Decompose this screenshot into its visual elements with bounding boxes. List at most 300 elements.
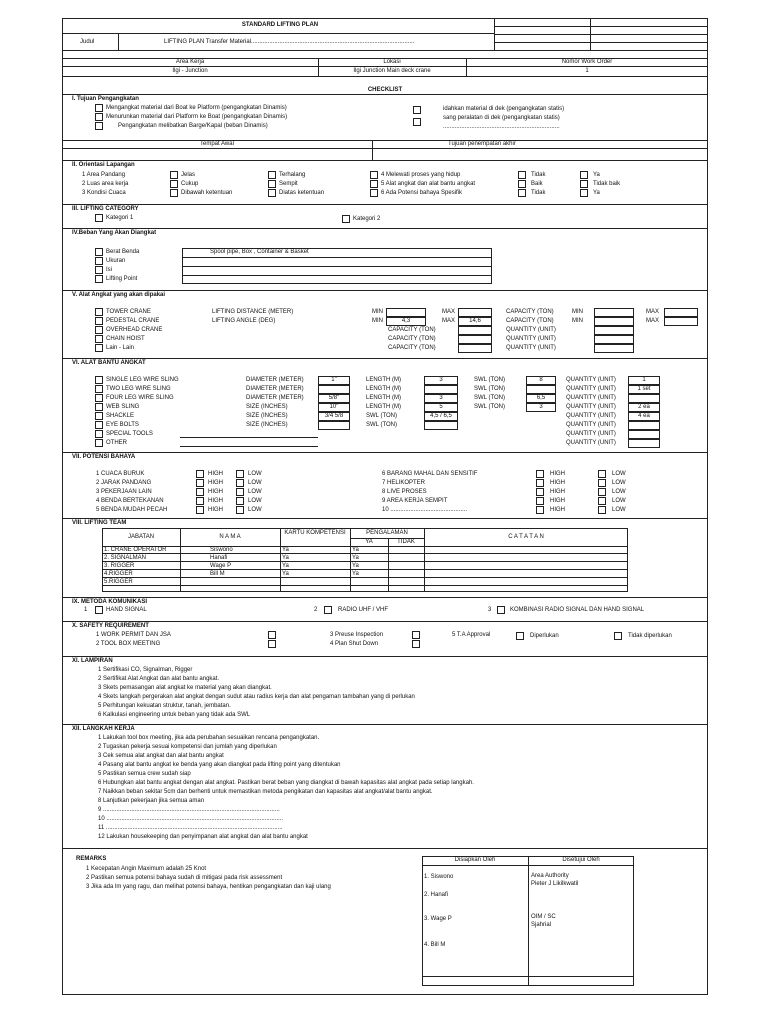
langkah-item-3: 3 Cek semua alat angkat dan alat bantu angkat [98,753,224,759]
area-authority-name: Pieter J Likilkwatil [531,881,579,887]
capacity-label-4: CAPACITY (TON) [388,336,436,342]
alat-angkat-checkbox-2[interactable] [95,317,103,325]
qty-label-6: QUANTITY (UNIT) [566,422,616,428]
safety-mid-1: 3 Preuse Inspection [330,632,384,638]
komunikasi-num-2: 2 [314,607,318,613]
tujuan-item-3: Pengangkatan melibatkan Barge/Kapal (beban Dinamis) [118,123,268,129]
capacity-label-3: CAPACITY (TON) [388,327,436,333]
orientasi-c4-2: 5 Alat angkat dan alat bantu angkat [381,181,476,187]
qty-label-5: QUANTITY (UNIT) [566,413,616,419]
lifting-distance-max[interactable] [458,308,492,317]
param-value-3[interactable]: 5/8" [318,394,350,403]
langkah-item-10: 10 .......................................................................................................... [98,816,284,822]
max-label-1: MAX [442,309,456,315]
param-value-1[interactable]: 1" [318,376,350,385]
capacity-label-1: CAPACITY (TON) [506,309,554,315]
lampiran-item-6: 6 Kalkulasi engineering untuk beban yang tidak ada SWL [98,712,251,718]
bahaya-left-high-1: HIGH [208,471,223,477]
alat-angkat-item-2: PEDESTAL CRANE [106,318,160,324]
qty-value-5[interactable]: 4 ea [628,412,660,421]
orientasi-c2-cb-3[interactable] [170,189,178,197]
bahaya-right-2: 7 HELIKOPTER [382,480,426,486]
orientasi-c5-2: Baik [531,181,543,187]
quantity-label-3: QUANTITY (UNIT) [506,327,556,333]
bahaya-left-high-cb-4[interactable] [196,497,204,505]
bahaya-right-3: 8 LIVE PROSES [382,489,427,495]
bahaya-left-2: 2 JARAK PANDANG [96,480,152,486]
min-label-3: MIN [572,309,583,315]
section-alat-bantu-title: VI. ALAT BANTU ANGKAT [72,360,146,366]
tujuan-akhir-label: Tujuan penempatan akhir [448,141,516,147]
bahaya-left-5: 5 BENDA MUDAH PECAH [96,507,168,513]
orientasi-c5-cb-3[interactable] [518,189,526,197]
bahaya-left-high-cb-1[interactable] [196,470,204,478]
capacity-label-2: CAPACITY (TON) [506,318,554,324]
prepared-name-2: 2. Hanafi [424,892,449,898]
bahaya-right-low-cb-2[interactable] [598,479,606,487]
beban-item-1: Berat Benda [106,249,140,255]
bahaya-right-4: 9 AREA KERJA SEMPIT [382,498,448,504]
komunikasi-checkbox-2[interactable] [324,606,332,614]
max-label-2: MAX [442,318,456,324]
bahaya-right-low-1: LOW [612,471,626,477]
capacity-label-5: CAPACITY (TON) [388,345,436,351]
param-value-6[interactable] [318,421,350,430]
team-header-ya: YA [365,539,373,545]
bahaya-right-low-cb-5[interactable] [598,506,606,514]
param-value-2[interactable] [318,385,350,394]
bahaya-left-high-cb-2[interactable] [196,479,204,487]
bahaya-left-4: 4 BENDA BERTEKANAN [96,498,164,504]
remarks-title: REMARKS [76,856,107,862]
capacity-max-1[interactable] [664,308,698,317]
team-row-4-jabatan: 4.RIGGER [104,571,133,577]
quantity-field-3[interactable] [594,326,634,335]
orientasi-c3-cb-1[interactable] [268,171,276,179]
orientasi-c6-cb-1[interactable] [580,171,588,179]
langkah-item-6: 6 Hubungkan alat bantu angkat dengan alat angkat. Pastikan berat beban yang diangkat di bawah kapasitas alat angkat pada setiap langkah. [98,780,474,786]
alat-bantu-item-8: OTHER [106,440,127,446]
qty-value-1[interactable]: 1 [628,376,660,385]
lokasi-value: Ilgi Junction Main deck crane [353,68,431,74]
langkah-item-1: 1 Lakukan tool box meeting, jika ada perubahan sesuaikan rencana pengangkatan. [98,735,320,741]
nomor-work-order-value: 1 [585,68,589,74]
team-header-catatan: C A T A T A N [508,534,544,540]
langkah-item-12: 12 Lakukan housekeeping dan penyimpanan alat angkat dan alat bantu angkat [98,834,308,840]
kategori-2-label: Kategori 2 [353,216,381,222]
bahaya-left-1: 1 CUACA BURUK [96,471,145,477]
lifting-angle-label: LIFTING ANGLE (DEG) [212,318,276,324]
beban-checkbox-1[interactable] [95,248,103,256]
orientasi-c2-cb-2[interactable] [170,180,178,188]
length-label-1: LENGTH (M) [366,377,401,383]
bahaya-right-high-4: HIGH [550,498,565,504]
orientasi-c6-cb-3[interactable] [580,189,588,197]
bahaya-right-high-cb-4[interactable] [536,497,544,505]
team-row-3-kartu: Ya [282,563,289,569]
bahaya-left-high-2: HIGH [208,480,223,486]
bahaya-left-high-cb-3[interactable] [196,488,204,496]
bahaya-right-high-cb-2[interactable] [536,479,544,487]
length-value-6[interactable] [424,421,458,430]
alat-angkat-checkbox-1[interactable] [95,308,103,316]
param-value-5[interactable]: 3/4 5/8 [318,412,350,421]
tujuan-right-item-3: ...................................................................... [443,124,560,130]
min-label-2: MIN [372,318,383,324]
remarks-item-1: 1 Kecepatan Angin Maximum adalah 25 Knot [86,866,207,872]
param-label-6: SIZE (INCHES) [246,422,288,428]
qty-value-8[interactable] [628,439,660,448]
orientasi-c4-1: 4 Melewati proses yang hidup [381,172,461,178]
length-label-2: LENGTH (M) [366,386,401,392]
orientasi-c6-3: Ya [593,190,600,196]
bahaya-left-low-3: LOW [248,489,262,495]
section-alat-angkat-title: V. Alat Angkat yang akan dipakai [72,292,166,298]
bahaya-right-high-cb-1[interactable] [536,470,544,478]
team-row-3-ya: Ya [352,563,359,569]
prepared-by-label: Disiapkan Oleh [454,857,496,863]
bahaya-left-low-cb-3[interactable] [236,488,244,496]
length-label-3: LENGTH (M) [366,395,401,401]
orientasi-c6-cb-2[interactable] [580,180,588,188]
alat-bantu-item-1: SINGLE LEG WIRE SLING [106,377,179,383]
lifting-distance-label: LIFTING DISTANCE (METER) [212,309,294,315]
alat-bantu-checkbox-8[interactable] [95,439,103,447]
team-row-2-ya: Ya [352,555,359,561]
lifting-distance-min[interactable] [386,308,426,317]
section-beban-title: IV.Beban Yang Akan Diangkat [72,230,157,236]
capacity-max-2[interactable] [664,317,698,326]
alat-angkat-item-1: TOWER CRANE [106,309,151,315]
beban-checkbox-3[interactable] [95,266,103,274]
safety-approval-label: 5 T.A Approval [452,632,491,638]
orientasi-c5-1: Tidak [531,172,546,178]
team-row-1-nama: Siswono [210,547,233,553]
team-row-5-jabatan: 5.RIGGER [104,579,133,585]
komunikasi-option-2: RADIO UHF / VHF [338,607,389,613]
qty-label-4: QUANTITY (UNIT) [566,404,616,410]
orientasi-c3-1: Terhalang [279,172,306,178]
langkah-item-11: 11 .......................................................................................................... [98,825,283,831]
orientasi-c2-1: Jelas [181,172,196,178]
bahaya-right-5: 10 .............................................. [382,507,468,513]
orientasi-c3-3: Diatas ketentuan [279,190,325,196]
tujuan-checkbox-1[interactable] [95,104,103,112]
section-lifting-team-title: VIII. LIFTING TEAM [72,520,127,526]
orientasi-item-1: 1 Area Pandang [82,172,126,178]
alat-bantu-checkbox-1[interactable] [95,376,103,384]
swl-value-1[interactable]: 8 [526,376,556,385]
capacity-field-5[interactable] [458,344,492,353]
qty-value-7[interactable] [628,430,660,439]
quantity-field-5[interactable] [594,344,634,353]
alat-bantu-checkbox-5[interactable] [95,412,103,420]
langkah-item-5: 5 Pastikan semua crew sudah siap [98,771,191,777]
safety-checkbox-1[interactable] [268,631,276,639]
team-row-2-jabatan: 2. SIGNALMAN [104,555,147,561]
team-header-nama: N A M A [219,534,241,540]
komunikasi-num-3: 3 [488,607,492,613]
alat-bantu-item-7: SPECIAL TOOLS [106,431,153,437]
oim-label: OIM / SC [531,914,556,920]
beban-checkbox-2[interactable] [95,257,103,265]
tujuan-right-checkbox-1[interactable] [413,106,421,114]
tujuan-item-2: Menurunkan material dari Platform ke Boat (pengangkatan Dinamis) [106,114,288,120]
quantity-field-4[interactable] [594,335,634,344]
qty-label-1: QUANTITY (UNIT) [566,377,616,383]
bahaya-left-high-cb-5[interactable] [196,506,204,514]
qty-label-3: QUANTITY (UNIT) [566,395,616,401]
alat-bantu-item-6: EYE BOLTS [106,422,139,428]
judul-label: Judul [80,39,95,45]
area-kerja-label: Area Kerja [175,59,205,65]
swl-label-1: SWL (TON) [474,377,505,383]
lampiran-item-2: 2 Sertifikat Alat Angkat dan alat bantu angkat. [98,676,220,682]
beban-item-3: Isi [106,267,112,273]
team-row-3-jabatan: 3. RIGGER [104,563,135,569]
lampiran-item-1: 1 Sertifikasi CO, Signalman, Rigger [98,667,193,673]
length-value-1[interactable]: 3 [424,376,458,385]
bahaya-left-high-3: HIGH [208,489,223,495]
bahaya-right-low-cb-4[interactable] [598,497,606,505]
orientasi-c6-1: Ya [593,172,600,178]
capacity-min-1[interactable] [594,308,634,317]
orientasi-c5-cb-1[interactable] [518,171,526,179]
alat-bantu-item-3: FOUR LEG WIRE SLING [106,395,174,401]
alat-angkat-item-3: OVERHEAD CRANE [106,327,163,333]
param-label-3: DIAMETER (METER) [246,395,304,401]
length-value-3[interactable]: 3 [424,394,458,403]
kategori-2-checkbox[interactable] [342,215,350,223]
tidak-diperlukan-label: Tidak diperlukan [628,633,672,639]
lampiran-item-5: 5 Perhitungan kekuatan struktur, tanah, jembatan. [98,703,231,709]
qty-value-2[interactable]: 1 set [628,385,660,394]
beban-item-4: Lifting Point [106,276,138,282]
judul-value: LIFTING PLAN Transfer Material.................................................................................................. [164,39,415,45]
qty-label-2: QUANTITY (UNIT) [566,386,616,392]
tujuan-right-item-1: idahkan material di dek (pengangkatan statis) [443,106,565,112]
alat-bantu-checkbox-4[interactable] [95,403,103,411]
swl-value-3[interactable]: 6,5 [526,394,556,403]
bahaya-left-low-2: LOW [248,480,262,486]
quantity-label-5: QUANTITY (UNIT) [506,345,556,351]
bahaya-right-low-5: LOW [612,507,626,513]
komunikasi-option-3: KOMBINASI RADIO SIGNAL DAN HAND SIGNAL [510,607,645,613]
alat-bantu-item-4: WEB SLING [106,404,140,410]
kategori-1-checkbox[interactable] [95,214,103,222]
orientasi-c3-cb-3[interactable] [268,189,276,197]
length-label-6: SWL (TON) [366,422,397,428]
beban-checkbox-4[interactable] [95,275,103,283]
alat-bantu-checkbox-7[interactable] [95,430,103,438]
qty-label-7: QUANTITY (UNIT) [566,431,616,437]
safety-mid-2: 4 Plan Shut Down [330,641,379,647]
tujuan-right-checkbox-2[interactable] [413,118,421,126]
area-kerja-value: Ilgi - Junction [172,68,208,74]
prepared-name-1: 1. Siswono [424,874,454,880]
alat-angkat-checkbox-5[interactable] [95,344,103,352]
param-label-4: SIZE (INCHES) [246,404,288,410]
section-tujuan-title: I. Tujuan Pengangkatan [72,96,139,102]
length-label-4: LENGTH (M) [366,404,401,410]
team-row-4-nama: Bill M [210,571,225,577]
section-lampiran-title: XI. LAMPIRAN [72,658,113,664]
bahaya-left-low-cb-4[interactable] [236,497,244,505]
form-title: STANDARD LIFTING PLAN [241,22,319,28]
section-langkah-kerja-title: XII. LANGKAH KERJA [72,726,135,732]
bahaya-left-low-cb-2[interactable] [236,479,244,487]
orientasi-c3-2: Sempit [279,181,298,187]
tempat-awal-label: Tempat Awal [200,141,234,147]
oim-name: Sjahrial [531,922,552,928]
bahaya-right-high-cb-3[interactable] [536,488,544,496]
team-row-1-jabatan: 1. CRANE OPERATOR [104,547,167,553]
swl-value-2[interactable] [526,385,556,394]
alat-bantu-checkbox-6[interactable] [95,421,103,429]
langkah-item-8: 8 Lanjutkan pekerjaan jika semua aman [98,798,205,804]
komunikasi-checkbox-1[interactable] [95,606,103,614]
orientasi-c2-cb-1[interactable] [170,171,178,179]
team-header-jabatan: JABATAN [127,534,155,540]
bahaya-right-low-3: LOW [612,489,626,495]
qty-value-6[interactable] [628,421,660,430]
diperlukan-checkbox[interactable] [516,632,524,640]
bahaya-left-low-cb-1[interactable] [236,470,244,478]
section-orientasi-title: II. Orientasi Lapangan [72,162,135,168]
orientasi-c2-3: Dibawah ketentuan [181,190,233,196]
diperlukan-label: Diperlukan [530,633,559,639]
swl-value-4[interactable]: 3 [526,403,556,412]
berat-benda-value: Spool pipe, Box , Container & Basket [210,249,309,255]
orientasi-c6-2: Tidak baik [593,181,621,187]
bahaya-left-low-5: LOW [248,507,262,513]
section-potensi-bahaya-title: VII. POTENSI BAHAYA [72,454,136,460]
bahaya-right-low-cb-3[interactable] [598,488,606,496]
lifting-angle-min[interactable]: 4,3 [386,317,426,326]
lifting-angle-max[interactable]: 14,6 [458,317,492,326]
remarks-item-2: 2 Pastikan semua potensi bahaya sudah di mitigasi pada risk assessment [86,875,283,881]
section-safety-title: X. SAFETY REQUIREMENT [72,623,149,629]
orientasi-item-3: 3 Kondisi Cuaca [82,190,126,196]
orientasi-c3-cb-2[interactable] [268,180,276,188]
team-header-pengalaman: PENGALAMAN [366,530,408,536]
komunikasi-num-1: 1 [84,607,88,613]
orientasi-c5-3: Tidak [531,190,546,196]
team-row-4-kartu: Ya [282,571,289,577]
bahaya-right-low-cb-1[interactable] [598,470,606,478]
max-label-3: MAX [646,309,660,315]
nomor-work-order-label: Nomor Work Order [561,59,613,65]
section-lifting-category-title: III. LIFTING CATEGORY [72,206,139,212]
approved-by-label: Disetujui Oleh [562,857,600,863]
kategori-1-label: Kategori 1 [106,215,134,221]
capacity-field-4[interactable] [458,335,492,344]
swl-label-2: SWL (TON) [474,386,505,392]
capacity-field-3[interactable] [458,326,492,335]
orientasi-c4-cb-2[interactable] [370,180,378,188]
alat-angkat-checkbox-4[interactable] [95,335,103,343]
alat-angkat-checkbox-3[interactable] [95,326,103,334]
alat-bantu-item-2: TWO LEG WIRE SLING [106,386,171,392]
min-label-4: MIN [572,318,583,324]
langkah-item-7: 7 Naikkan beban sekitar 5cm dan berhenti untuk memastikan metoda pengikatan dan kapasitas alat angkat/alat bantu angkat. [98,789,433,795]
bahaya-right-high-3: HIGH [550,489,565,495]
alat-bantu-item-5: SHACKLE [106,413,135,419]
qty-value-4[interactable]: 2 ea [628,403,660,412]
alat-bantu-checkbox-2[interactable] [95,385,103,393]
bahaya-right-high-cb-5[interactable] [536,506,544,514]
lampiran-item-3: 3 Skets pemasangan alat angkat ke material yang akan diangkat. [98,685,272,691]
team-row-1-kartu: Ya [282,547,289,553]
param-label-2: DIAMETER (METER) [246,386,304,392]
bahaya-right-1: 6 BARANG MAHAL DAN SENSITIF [382,471,478,477]
param-label-5: SIZE (INCHES) [246,413,288,419]
langkah-item-9: 9 .......................................................................................................... [98,807,280,813]
bahaya-right-high-1: HIGH [550,471,565,477]
tidak-diperlukan-checkbox[interactable] [614,632,622,640]
orientasi-c4-3: 6 Ada Potensi bahaya Spesifik [381,190,463,196]
orientasi-c2-2: Cukup [181,181,199,187]
lokasi-label: Lokasi [383,59,401,65]
length-label-5: SWL (TON) [366,413,397,419]
area-authority-label: Area Authority [531,873,569,879]
orientasi-c4-cb-3[interactable] [370,189,378,197]
orientasi-c5-cb-2[interactable] [518,180,526,188]
qty-label-8: QUANTITY (UNIT) [566,440,616,446]
qty-value-3[interactable] [628,394,660,403]
length-value-5[interactable]: 4,5 / 6,5 [424,412,458,421]
section-komunikasi-title: IX. METODA KOMUNIKASI [72,599,148,605]
param-label-1: DIAMETER (METER) [246,377,304,383]
komunikasi-checkbox-3[interactable] [497,606,505,614]
langkah-item-4: 4 Pasang alat bantu angkat ke benda yang akan diangkat pada lifting point yang ditentukan [98,762,341,768]
team-header-tidak: TIDAK [397,539,415,545]
swl-label-4: SWL (TON) [474,404,505,410]
tujuan-checkbox-2[interactable] [95,113,103,121]
length-value-4[interactable]: 5 [424,403,458,412]
bahaya-left-high-4: HIGH [208,498,223,504]
tujuan-item-1: Mengangkat material dari Boat ke Platform (pengangkatan Dinamis) [106,105,287,111]
orientasi-c4-cb-1[interactable] [370,171,378,179]
safety-item-2: 2 TOOL BOX MEETING [96,641,161,647]
beban-item-2: Ukuran [106,258,126,264]
prepared-name-3: 3. Wage P [424,916,452,922]
safety-item-1: 1 WORK PERMIT DAN JSA [96,632,171,638]
langkah-item-2: 2 Tugaskan pekerja sesuai kompetensi dan jumlah yang diperlukan [98,744,277,750]
quantity-label-4: QUANTITY (UNIT) [506,336,556,342]
safety-mid-checkbox-1[interactable] [412,631,420,639]
max-label-4: MAX [646,318,660,324]
param-value-4[interactable]: 10" [318,403,350,412]
min-label-1: MIN [372,309,383,315]
bahaya-left-low-4: LOW [248,498,262,504]
team-row-2-kartu: Ya [282,555,289,561]
team-row-4-ya: Ya [352,571,359,577]
team-row-3-nama: Wage P [210,563,232,569]
bahaya-right-low-4: LOW [612,498,626,504]
bahaya-left-low-cb-5[interactable] [236,506,244,514]
safety-mid-checkbox-2[interactable] [412,640,420,648]
team-row-2-nama: Hanafi [210,555,228,561]
alat-bantu-checkbox-3[interactable] [95,394,103,402]
tujuan-checkbox-3[interactable] [95,122,103,130]
komunikasi-option-1: HAND SIGNAL [106,607,147,613]
checklist-label: CHECKLIST [367,87,403,93]
swl-label-3: SWL (TON) [474,395,505,401]
length-value-2[interactable] [424,385,458,394]
capacity-min-2[interactable] [594,317,634,326]
safety-checkbox-2[interactable] [268,640,276,648]
